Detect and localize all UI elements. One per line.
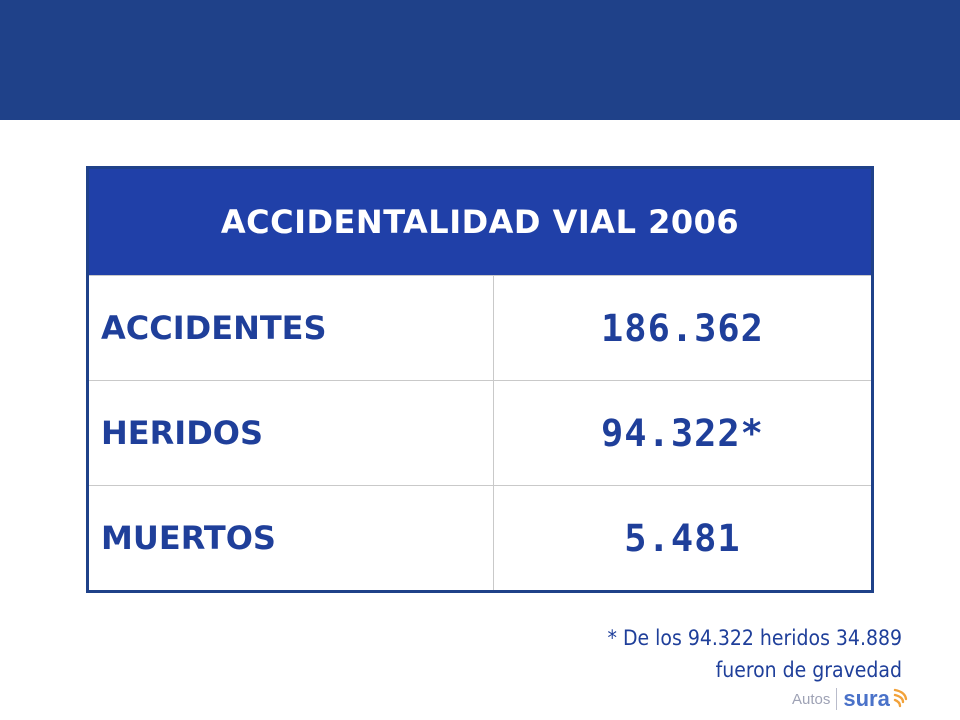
accident-stats-table	[86, 166, 874, 593]
row-label-heridos: HERIDOS	[88, 381, 494, 486]
top-banner	[0, 0, 960, 120]
table-header-row	[88, 168, 873, 276]
logo-brand-label: sura	[843, 686, 890, 711]
row-value-accidentes: 186.362	[494, 276, 873, 381]
footnote-line-1: * De los 94.322 heridos 34.889	[607, 626, 902, 650]
table-row-muertos	[88, 486, 873, 592]
table-title: ACCIDENTALIDAD VIAL 2006	[88, 168, 873, 276]
sura-mark-icon	[892, 687, 910, 711]
logo-divider	[836, 688, 837, 710]
sura-autos-logo	[792, 684, 910, 714]
table-row-accidentes	[88, 276, 873, 381]
footnote	[608, 622, 902, 686]
table-row-heridos	[88, 381, 873, 486]
row-label-accidentes: ACCIDENTES	[88, 276, 494, 381]
row-value-muertos: 5.481	[494, 486, 873, 592]
row-label-muertos: MUERTOS	[88, 486, 494, 592]
logo-product-label: Autos	[792, 690, 831, 708]
row-value-heridos: 94.322*	[494, 381, 873, 486]
footnote-line-2: fueron de gravedad	[715, 658, 902, 682]
